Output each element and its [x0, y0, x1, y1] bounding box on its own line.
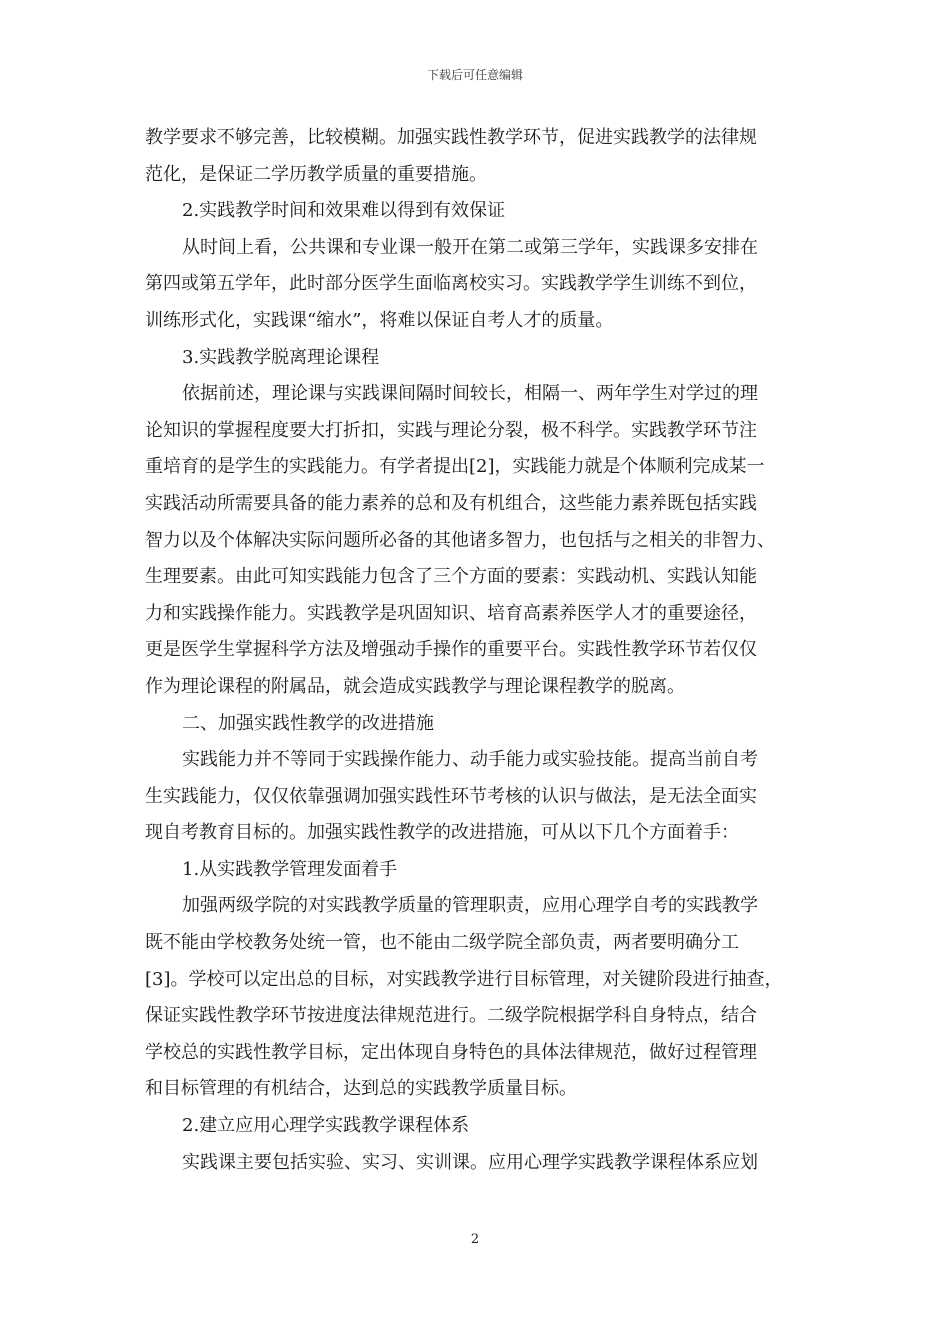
text-line: 学校总的实践性教学目标，定出体现自身特色的具体法律规范，做好过程管理 [145, 1041, 757, 1063]
page-number: 2 [470, 1232, 480, 1247]
text-line: 教学要求不够完善，比较模糊。加强实践性教学环节，促进实践教学的法律规 [145, 127, 757, 148]
text-line: 重培育的是学生的实践能力。有学者提出[2]，实践能力就是个体顺利完成某一 [145, 456, 765, 478]
text-line: 2.建立应用心理学实践教学课程体系 [182, 1115, 470, 1137]
text-line: 第四或第五学年，此时部分医学生面临离校实习。实践教学学生训练不到位， [145, 273, 757, 295]
text-line: 二、加强实践性教学的改进措施 [182, 712, 434, 734]
text-line: 保证实践性教学环节按进度法律规范进行。二级学院根据学科自身特点，结合 [145, 1005, 757, 1027]
text-line: 实践能力并不等同于实践操作能力、动手能力或实验技能。提高当前自考 [182, 749, 758, 771]
text-line: 依据前述，理论课与实践课间隔时间较长，相隔一、两年学生对学过的理 [182, 383, 758, 405]
page-header: 下载后可任意编辑 [426, 68, 523, 82]
text-line: 加强两级学院的对实践教学质量的管理职责，应用心理学自考的实践教学 [182, 895, 758, 917]
text-line: 2.实践教学时间和效果难以得到有效保证 [182, 200, 506, 222]
text-line: 智力以及个体解决实际问题所必备的其他诸多智力，也包括与之相关的非智力、 [145, 529, 775, 551]
text-line: 作为理论课程的附属品，就会造成实践教学与理论课程教学的脱离。 [145, 675, 685, 697]
text-line: 训练形式化，实践课“缩水”，将难以保证自考人才的质量。 [145, 309, 614, 331]
text-line: [3]。学校可以定出总的目标，对实践教学进行目标管理，对关键阶段进行抽查， [145, 968, 783, 990]
text-line: 生理要素。由此可知实践能力包含了三个方面的要素：实践动机、实践认知能 [145, 566, 757, 588]
text-line: 力和实践操作能力。实践教学是巩固知识、培育高素养医学人才的重要途径， [145, 602, 757, 624]
text-line: 1.从实践教学管理发面着手 [182, 858, 398, 880]
text-line: 范化，是保证二学历教学质量的重要措施。 [145, 163, 487, 185]
text-line: 生实践能力，仅仅依靠强调加强实践性环节考核的认识与做法，是无法全面实 [145, 785, 757, 807]
text-line: 现自考教育目标的。加强实践性教学的改进措施，可从以下几个方面着手： [145, 822, 739, 844]
text-line: 实践活动所需要具备的能力素养的总和及有机组合，这些能力素养既包括实践 [145, 492, 757, 514]
text-line: 实践课主要包括实验、实习、实训课。应用心理学实践教学课程体系应划 [182, 1151, 758, 1173]
document-body [145, 120, 810, 1181]
text-line: 从时间上看，公共课和专业课一般开在第二或第三学年，实践课多安排在 [182, 236, 758, 258]
text-line: 和目标管理的有机结合，达到总的实践教学质量目标。 [145, 1078, 577, 1100]
text-line: 既不能由学校教务处统一管，也不能由二级学院全部负责，两者要明确分工 [145, 932, 739, 954]
text-line: 3.实践教学脱离理论课程 [182, 346, 380, 368]
text-line: 更是医学生掌握科学方法及增强动手操作的重要平台。实践性教学环节若仅仅 [145, 639, 757, 661]
text-line: 论知识的掌握程度要大打折扣，实践与理论分裂，极不科学。实践教学环节注 [145, 419, 757, 441]
